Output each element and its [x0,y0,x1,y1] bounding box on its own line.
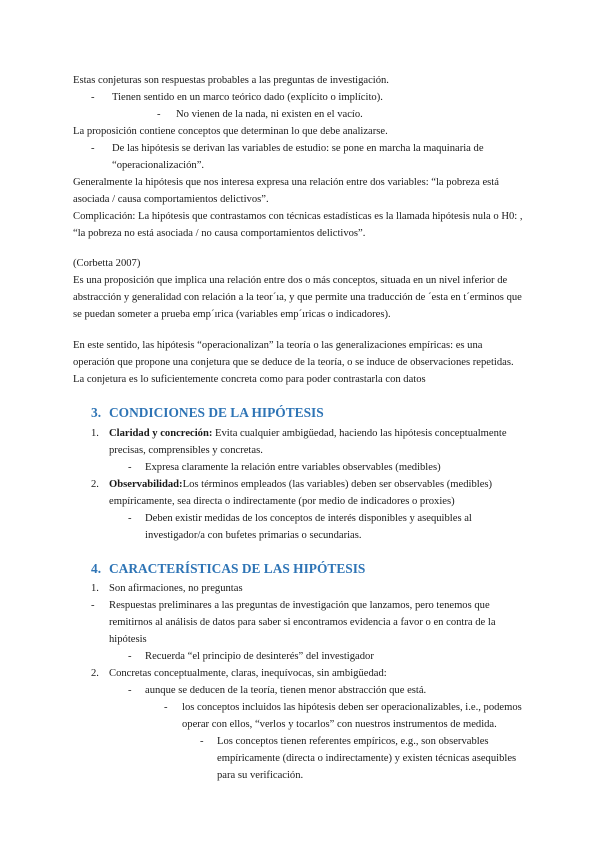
sub-bullet-text: Deben existir medidas de los conceptos de interés disponibles y asequibles al [145,513,472,524]
sub-bullet-text: Expresa claramente la relación entre variables observables (medibles) [145,462,441,473]
paragraph: abstracción y generalidad con relación a la teor´ıa, y que permite una traducción de ´esta en t´erminos que [73,292,522,303]
list-item-text: Son afirmaciones, no preguntas [109,583,243,594]
bullet-dash: - [164,702,168,713]
bullet-dash: - [128,685,132,696]
bullet-text: Respuestas preliminares a las preguntas de investigación que lanzamos, pero tenemos que [109,600,490,611]
sub-bullet-text: Recuerda “el principio de desinterés” del investigador [145,651,374,662]
sub-sub-bullet-text: operar con ellos, “verlos y tocarlos” con nuestros instrumentos de medida. [182,719,497,730]
list-item-text: empíricamente, sea directa o indirectamente (por medio de indicadores o proxies) [109,496,455,507]
paragraph: Es una proposición que implica una relación entre dos o más conceptos, situada en un nivel inferior de [73,275,508,286]
bullet-dash: - [128,462,132,473]
bullet-dash: - [200,736,204,747]
list-item [109,425,507,442]
bullet-text: De las hipótesis se derivan las variables de estudio: se pone en marcha la maquinaria de [112,143,484,154]
paragraph: En este sentido, las hipótesis “operacionalizan” la teoría o las generalizaciones empíricas: es una [73,340,483,351]
bullet-text: “operacionalización”. [112,160,205,171]
paragraph: Estas conjeturas son respuestas probables a las preguntas de investigación. [73,75,389,86]
list-number: 2. [91,668,99,679]
sub-bullet-text: investigador/a con bufetes primarias o secundarias. [145,530,362,541]
sub-sub-sub-bullet-text: Los conceptos tienen referentes empíricos, e.g., son observables [217,736,489,747]
sub-sub-sub-bullet-text: empíricamente (directa o indirectamente) y existen técnicas asequibles [217,753,517,764]
term-bold: Claridad y concreción: [109,428,213,439]
list-number: 1. [91,428,99,439]
term-bold: Observabilidad: [109,479,183,490]
list-item [109,476,492,493]
bullet-dash: - [91,600,95,611]
bullet-text: remitirnos al análisis de datos para saber si encontramos evidencia a favor o en contra de la [109,617,496,628]
paragraph: La proposición contiene conceptos que determinan lo que debe analizarse. [73,126,388,137]
sub-sub-sub-bullet-text: para su verificación. [217,770,304,781]
sub-bullet-text: aunque se deducen de la teoría, tienen menor abstracción que está. [145,685,427,696]
list-number: 2. [91,479,99,490]
bullet-dash: - [91,143,95,154]
paragraph: se puedan someter a prueba emp´ırica (variables emp´ıricas o indicadores). [73,309,391,320]
paragraph: operación que propone una conjetura que se deduce de la teoría, o se induce de observaciones repetidas. [73,357,514,368]
paragraph: “la pobreza no está asociada / no causa comportamientos delictivos”. [73,228,366,239]
citation: (Corbetta 2007) [73,258,141,269]
paragraph: Complicación: La hipótesis que contrastamos con técnicas estadísticas es la llamada hipótesis nula o H0: , [73,211,523,222]
list-number: 1. [91,583,99,594]
list-item-text: Concretas conceptualmente, claras, inequívocas, sin ambigüedad: [109,668,387,679]
section-number: 4. [91,561,102,576]
list-item-text: precisas, comprensibles y concretas. [109,445,263,456]
section-number: 3. [91,405,102,420]
section-heading: CARACTERÍSTICAS DE LAS HIPÓTESIS [109,561,366,576]
bullet-dash: - [128,513,132,524]
section-heading: CONDICIONES DE LA HIPÓTESIS [109,405,324,420]
bullet-dash: - [128,651,132,662]
bullet-dash: - [157,109,161,120]
bullet-text: Tienen sentido en un marco teórico dado (explícito o implícito). [112,92,383,103]
bullet-text: hipótesis [109,634,147,645]
list-item-text: Evita cualquier ambigüedad, haciendo las hipótesis conceptualmente [212,428,507,439]
sub-bullet-text: No vienen de la nada, ni existen en el vacío. [176,109,363,120]
bullet-dash: - [91,92,95,103]
paragraph: La conjetura es lo suficientemente concreta como para poder contrastarla con datos [73,374,426,385]
list-item-text: Los términos empleados (las variables) deben ser observables (medibles) [182,479,493,490]
paragraph: asociada / causa comportamientos delictivos”. [73,194,269,205]
sub-sub-bullet-text: los conceptos incluidos las hipótesis deben ser operacionalizables, i.e., podemos [182,702,522,713]
paragraph: Generalmente la hipótesis que nos interesa expresa una relación entre dos variables: “la pobreza está [73,177,499,188]
